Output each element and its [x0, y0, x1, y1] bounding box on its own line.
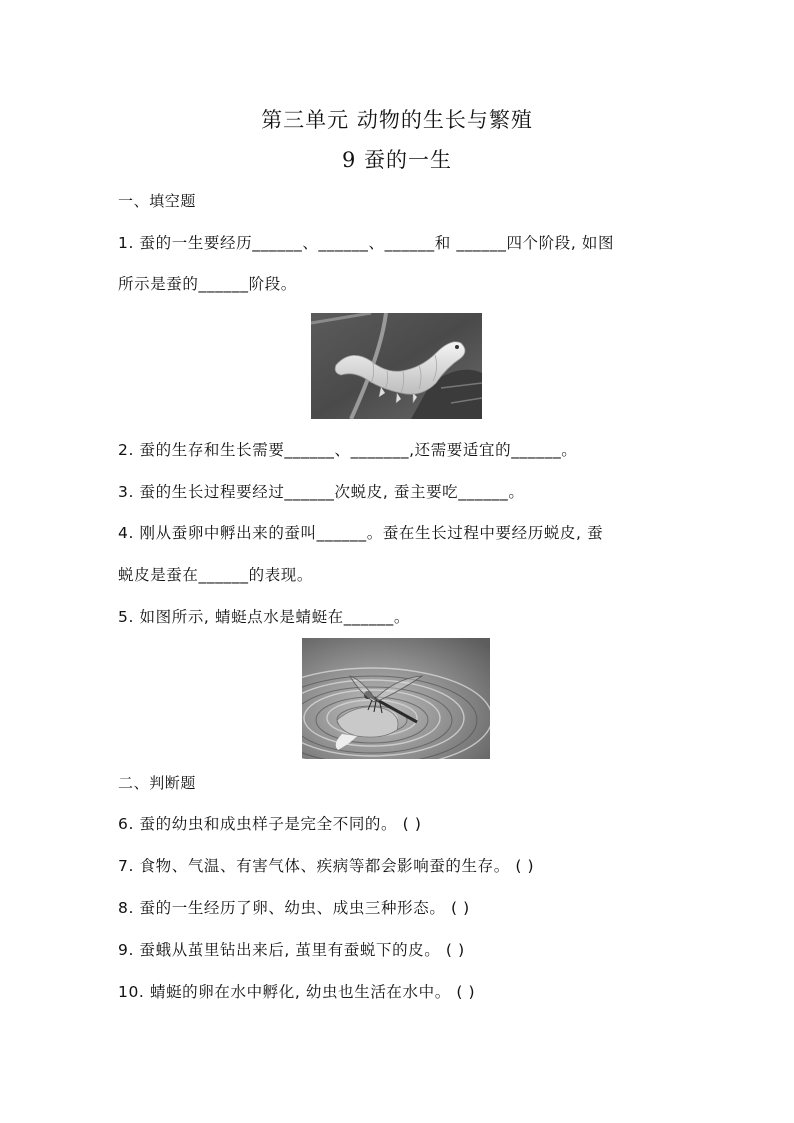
- question-6: 6. 蚕的幼虫和成虫样子是完全不同的。 ( ): [118, 815, 422, 833]
- question-9: 9. 蚕蛾从茧里钻出来后, 茧里有蚕蜕下的皮。 ( ): [118, 941, 465, 959]
- question-5: 5. 如图所示, 蜻蜓点水是蜻蜓在______。: [118, 608, 410, 626]
- question-10: 10. 蜻蜓的卵在水中孵化, 幼虫也生活在水中。 ( ): [118, 983, 476, 1001]
- dragonfly-photo: [302, 638, 490, 759]
- unit-title: 第三单元 动物的生长与繁殖: [261, 108, 533, 132]
- question-1-line-1: 1. 蚕的一生要经历______、______、______和 ______四个阶段, 如图: [118, 234, 615, 252]
- question-2: 2. 蚕的生存和生长需要______、_______,还需要适宜的______。: [118, 441, 578, 459]
- question-8: 8. 蚕的一生经历了卵、幼虫、成虫三种形态。 ( ): [118, 899, 470, 917]
- question-4-line-1: 4. 刚从蚕卵中孵出来的蚕叫______。蚕在生长过程中要经历蜕皮, 蚕: [118, 524, 604, 542]
- silkworm-photo: [311, 313, 482, 419]
- question-3: 3. 蚕的生长过程要经过______次蜕皮, 蚕主要吃______。: [118, 483, 525, 501]
- section-judge-heading: 二、判断题: [118, 774, 197, 792]
- section-fill-in-heading: 一、填空题: [118, 192, 197, 210]
- question-4-line-2: 蜕皮是蚕在______的表现。: [118, 566, 314, 584]
- question-1-line-2: 所示是蚕的______阶段。: [118, 275, 297, 293]
- lesson-title: 9 蚕的一生: [341, 148, 453, 172]
- question-7: 7. 食物、气温、有害气体、疾病等都会影响蚕的生存。 ( ): [118, 857, 535, 875]
